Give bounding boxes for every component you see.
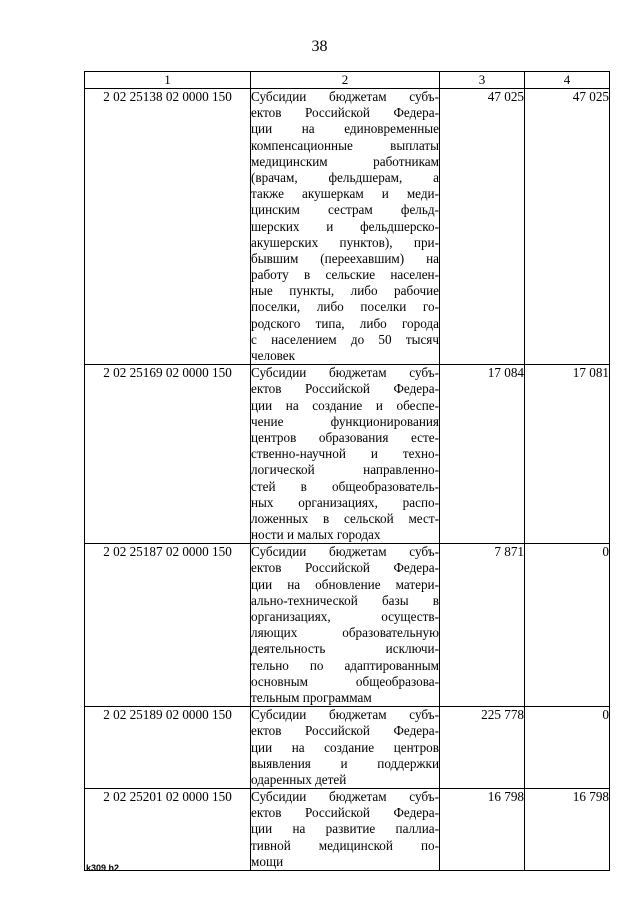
description-line: логической направленно- — [251, 462, 439, 478]
description-line: ции на создание и обеспе- — [251, 397, 439, 413]
description-line: ции на обновление матери- — [251, 576, 439, 592]
table-header-row — [85, 72, 610, 89]
description-line: с населением до 50 тысяч — [251, 331, 439, 347]
description-line: ности и малых городах — [251, 527, 381, 543]
amount-col4-cell: 16 798 — [525, 789, 610, 871]
table-row — [85, 707, 610, 789]
description-line: стей в общеобразователь- — [251, 478, 439, 494]
description-line: Субсидии бюджетам субъ- — [251, 789, 439, 805]
description-line: бывшим (переехавшим) на — [251, 250, 439, 266]
description-line: одаренных детей — [251, 771, 347, 787]
description-line: организациях, осуществ- — [251, 609, 439, 624]
description-line: деятельность исключи- — [251, 641, 439, 657]
table-row — [85, 544, 610, 707]
description-line: компенсационные выплаты — [251, 137, 439, 153]
table-row — [85, 89, 610, 365]
budget-code-cell: 2 02 25138 02 0000 150 — [85, 89, 251, 365]
description-line: (врачам, фельдшерам, а — [251, 169, 439, 185]
description-line: основным общеобразова- — [251, 673, 439, 689]
description-line: ектов Российской Федера- — [251, 723, 439, 739]
budget-code-cell: 2 02 25187 02 0000 150 — [85, 544, 251, 707]
description-line: Субсидии бюджетам субъ- — [251, 544, 439, 560]
description-line: также акушеркам и меди- — [251, 186, 439, 202]
description-line: ные пункты, либо рабочие — [251, 283, 439, 299]
column-header-4: 4 — [525, 72, 610, 89]
column-header-3: 3 — [440, 72, 525, 89]
description-line: ции на создание центров — [251, 739, 439, 755]
description-line: человек — [251, 348, 296, 363]
description-line: центров образования есте- — [251, 429, 439, 445]
amount-col3-cell: 47 025 — [440, 89, 525, 365]
description-line: Субсидии бюджетам субъ- — [251, 707, 439, 723]
description-line: работу в сельские населен- — [251, 267, 439, 283]
description-line: Субсидии бюджетам субъ- — [251, 89, 439, 104]
description-line: ции на единовременные — [251, 121, 439, 137]
description-line: чение функционирования — [251, 413, 439, 429]
budget-table — [84, 71, 610, 871]
description-line: тельно по адаптированным — [251, 657, 439, 673]
page-number: 38 — [311, 38, 328, 55]
description-line: ции на развитие паллиа- — [251, 821, 439, 837]
description-cell — [251, 789, 440, 871]
amount-col4-cell: 0 — [525, 707, 610, 789]
amount-col3-cell: 225 778 — [440, 707, 525, 789]
description-line: медицинским работникам — [251, 153, 439, 169]
description-line: ально-технической базы в — [251, 592, 439, 608]
description-line: шерских и фельдшерско- — [251, 218, 439, 234]
amount-col3-cell: 7 871 — [440, 544, 525, 707]
amount-col4-cell: 17 081 — [525, 365, 610, 544]
description-line: ляющих образовательную — [251, 625, 439, 641]
description-line: ектов Российской Федера- — [251, 381, 439, 397]
description-line: ектов Российской Федера- — [251, 805, 439, 821]
description-cell — [251, 707, 440, 789]
budget-code-cell: 2 02 25201 02 0000 150 — [85, 789, 251, 871]
description-line: акушерских пунктов), при- — [251, 234, 439, 250]
description-line: ектов Российской Федера- — [251, 560, 439, 576]
description-line: цинским сестрам фельд- — [251, 202, 439, 218]
budget-code-cell: 2 02 25169 02 0000 150 — [85, 365, 251, 544]
budget-code-cell: 2 02 25189 02 0000 150 — [85, 707, 251, 789]
description-line: ных организациях, распо- — [251, 494, 439, 510]
amount-col3-cell: 17 084 — [440, 365, 525, 544]
description-line: ственно-научной и техно- — [251, 446, 439, 462]
description-line: тельным программам — [251, 689, 372, 705]
amount-col4-cell: 0 — [525, 544, 610, 707]
table-row — [85, 365, 610, 544]
description-cell — [251, 89, 440, 365]
description-cell — [251, 544, 440, 707]
footer-code: k309 h2 — [86, 863, 120, 873]
column-header-1: 1 — [85, 72, 251, 89]
column-header-2: 2 — [251, 72, 440, 89]
description-line: родского типа, либо города — [251, 315, 439, 331]
amount-col3-cell: 16 798 — [440, 789, 525, 871]
description-line: мощи — [251, 853, 284, 869]
amount-col4-cell: 47 025 — [525, 89, 610, 365]
description-line: Субсидии бюджетам субъ- — [251, 365, 439, 381]
description-line: ектов Российской Федера- — [251, 105, 439, 121]
description-cell — [251, 365, 440, 544]
description-line: поселки, либо поселки го- — [251, 299, 439, 315]
description-line: тивной медицинской по- — [251, 837, 439, 853]
description-line: ложенных в сельской мест- — [251, 510, 439, 526]
description-line: выявления и поддержки — [251, 755, 439, 771]
table-row — [85, 789, 610, 871]
